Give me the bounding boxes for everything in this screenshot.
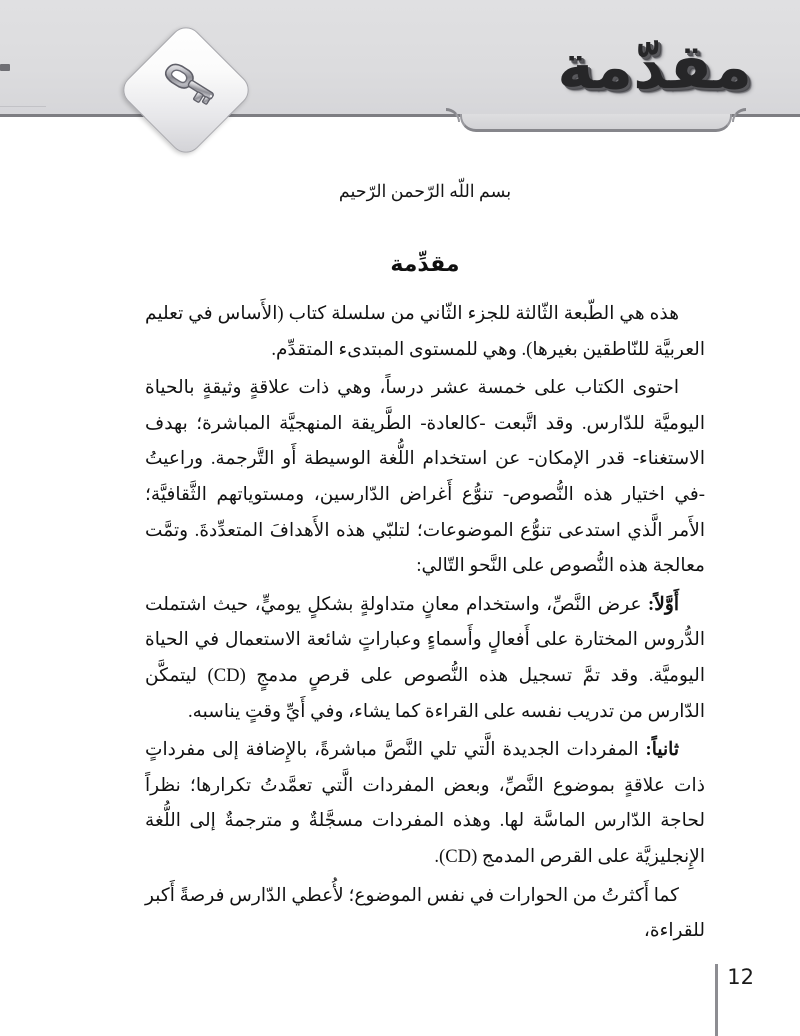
paragraph-text: هذه هي الطّبعة الثّالثة للجزء الثّاني من سلسلة كتاب (الأَساس في تعليم العربيَّة للنّاطقين بغيرها). وهي للمستوى المبتدىء المتقدِّم. — [145, 303, 705, 360]
paragraph-text: المفردات الجديدة الَّتي تلي النَّصَّ مباشرةً، بالإِضافة إلى مفرداتٍ ذات علاقةٍ بموضوع النَّصِّ، وبعض المفردات الَّتي تعمَّدتُ تكرارها؛ نظراً لحاجة الدّارس الماسَّة لها. وهذه المفردات مسجَّلةٌ و مترجمةٌ إلى اللُّغة الإِنجليزيَّة على القرص المدمج (CD). — [145, 739, 705, 867]
page-header-band — [0, 0, 800, 117]
paragraph-lead-second: ثانياً: — [645, 739, 679, 761]
header-left-nub — [0, 64, 10, 71]
header-bottom-tab — [460, 114, 732, 132]
paragraph-book-contents — [145, 370, 705, 584]
paragraph-second-point — [145, 732, 705, 874]
paragraph-text: كما أَكثرتُ من الحوارات في نفس الموضوع؛ لأُعطي الدّارس فرصةً أَكبر للقراءة، — [145, 884, 705, 942]
page-number-block — [715, 964, 754, 1036]
paragraph-text: عرض النَّصِّ، واستخدام معانٍ متداولةٍ بشكلٍ يوميٍّ، حيث اشتملت الدُّروس المختارة على أَفعالٍ وأَسماءٍ وعباراتٍ شائعة الاستعمال في الحياة اليوميَّة. وقد تمَّ تسجيل هذه النُّصوص على قرصٍ مدمجٍ (CD) ليتمكَّن الدّارس من تدريب نفسه على القراءة كما يشاء، وفي أَيِّ وقتٍ يناسبه. — [145, 593, 705, 722]
page-number-rule — [715, 964, 718, 1036]
header-left-hairline — [0, 106, 46, 107]
paragraph-dialogues — [145, 878, 705, 949]
paragraph-first-point — [145, 587, 705, 729]
section-heading: مقدِّمة — [390, 252, 460, 277]
key-badge-inner — [138, 42, 234, 138]
paragraph-intro-edition — [145, 296, 705, 367]
page-content — [145, 178, 705, 949]
page-title: مقدّمة — [557, 30, 752, 103]
key-icon — [151, 55, 221, 125]
page-number: 12 — [727, 965, 754, 989]
paragraph-text: احتوى الكتاب على خمسة عشر درساً، وهي ذات علاقةٍ وثيقةٍ بالحياة اليوميَّة للدّارس. وقد اتَّبعت -كالعادة- الطَّريقة المنهجيَّة المباشرة؛ بهدف الاستغناء- قدر الإمكان- عن استخدام اللُّغة الوسيطة أَو التَّرجمة. وراعيتُ -في اختيار هذه النُّصوص- تنوُّع أَغراض الدّارسين، ومستوياتهم الثَّقافيَّة؛ الأَمر الَّذي استدعى تنوُّع الموضوعات؛ لتلبّي هذه الأَهدافَ المتعدِّدةَ. وتمَّت معالجة هذه النُّصوص على النَّحو التّالي: — [145, 377, 705, 577]
paragraph-lead-first: أَوَّلاً: — [648, 593, 679, 615]
basmala-line: بسم اللّه الرّحمن الرّحيم — [338, 181, 512, 201]
